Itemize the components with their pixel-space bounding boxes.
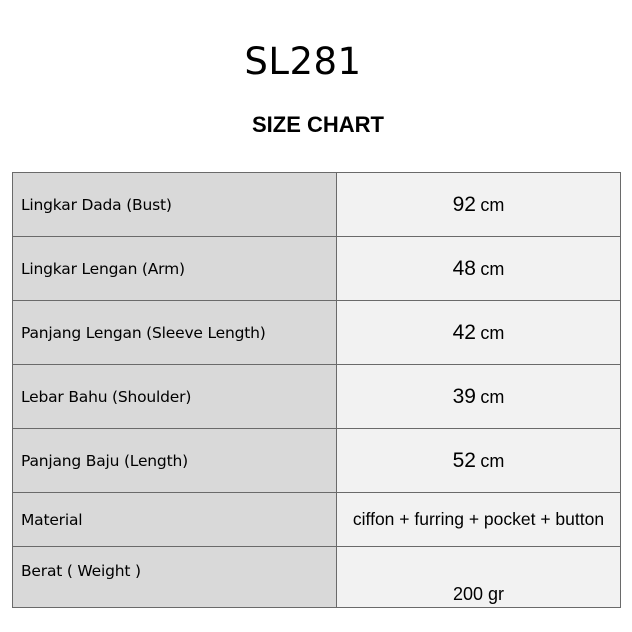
table-row-arm <box>13 237 621 301</box>
row-label: Lingkar Dada (Bust) <box>13 173 337 237</box>
measure-unit: cm <box>480 322 505 343</box>
measure-unit: cm <box>480 194 505 215</box>
row-label: Material <box>13 493 337 547</box>
measure-unit: cm <box>480 450 505 471</box>
row-value <box>337 429 621 493</box>
measure-value: 39 <box>452 384 476 408</box>
product-code: SL281 <box>244 40 362 83</box>
row-value <box>337 173 621 237</box>
material-value: ciffon + furring + pocket + button <box>352 509 605 529</box>
row-label: Berat ( Weight ) <box>13 547 337 608</box>
weight-value: 200 gr <box>452 584 505 604</box>
table-row-length <box>13 429 621 493</box>
measure-unit: cm <box>480 258 505 279</box>
row-value <box>337 237 621 301</box>
measure-value: 52 <box>452 448 476 472</box>
row-label: Panjang Lengan (Sleeve Length) <box>13 301 337 365</box>
measure-unit: cm <box>480 386 505 407</box>
table-row-shoulder <box>13 365 621 429</box>
row-label: Panjang Baju (Length) <box>13 429 337 493</box>
row-value <box>337 365 621 429</box>
table-row-bust <box>13 173 621 237</box>
measure-value: 92 <box>452 192 476 216</box>
row-label: Lebar Bahu (Shoulder) <box>13 365 337 429</box>
measure-value: 48 <box>452 256 476 280</box>
row-label: Lingkar Lengan (Arm) <box>13 237 337 301</box>
size-chart-table <box>12 172 621 608</box>
page-title: SIZE CHART <box>252 112 384 137</box>
row-value <box>337 493 621 547</box>
table-row-material <box>13 493 621 547</box>
table-row-weight <box>13 547 621 608</box>
table-row-sleeve-length <box>13 301 621 365</box>
measure-value: 42 <box>452 320 476 344</box>
row-value <box>337 547 621 608</box>
row-value <box>337 301 621 365</box>
